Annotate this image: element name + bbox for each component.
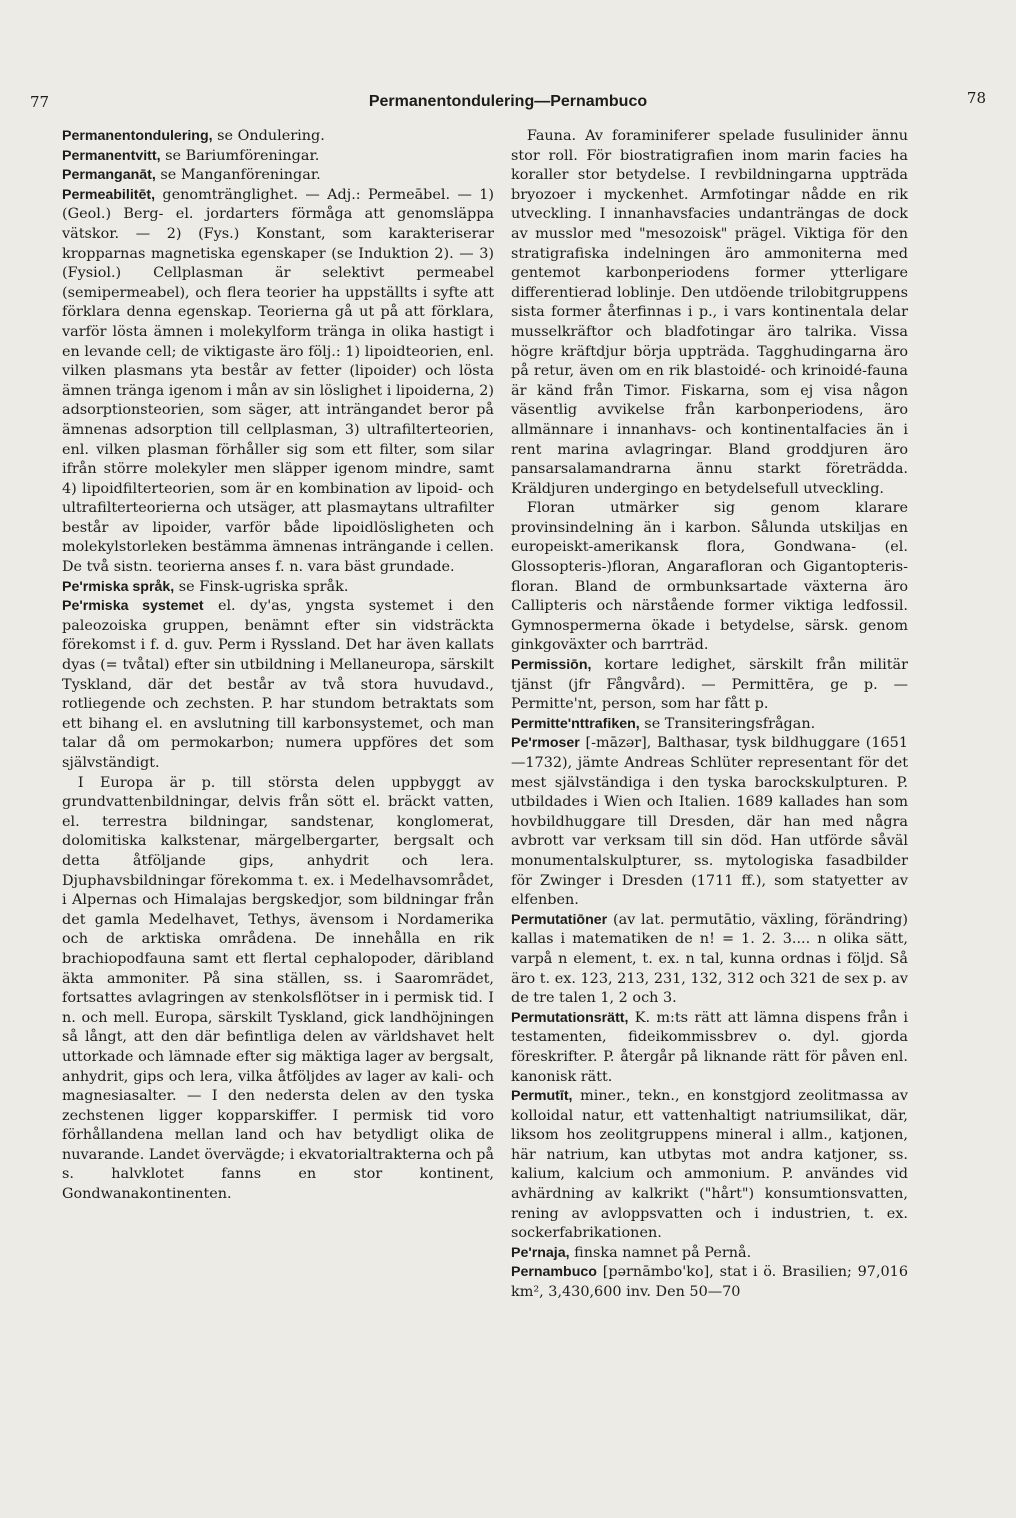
paragraph: I Europa är p. till största delen uppbyggt av grundvattenbildningar, delvis från sött el. bräckt vatten, el. terrestra bildningar, sandstenar, konglomerat, dolomitiska kalkstenar, märgelbergarter, bergsalt och detta åtföljande gips, anhydrit och lera. Djuphavsbildningar förekomma t. ex. i Medelhavsområdet, i Alpernas och Himalajas bergskedjor, som bildningar från det gamla Medelhavet, Tethys, ävensom i Nordamerika och de arktiska områdena. De innehålla en rik brachiopodfauna samt ett flertal cephalopoder, däribland äkta ammoniter. På sina ställen, ss. i Saaromrädet, fortsattes avlagringen av stenkolsflötser in i permisk tid. I n. och mell. Europa, särskilt Tyskland, gick landhöjningen så långt, att den där befintliga delen av världshavet helt uttorkade och lämnade efter sig mäktiga lager av bergsalt, anhydrit, gips och lera, vilka åtföljdes av lager av kali- och magnesiasalter. — I den nedersta delen av den tyska zechstenen ligger kopparskiffer. I permisk tid voro förhållandena mellan land och hav betydligt olika de nuvarande. Landet övervägde; i ekvatorialtrakterna och på s. halvklotet fanns en stor kontinent, Gondwanakontinenten. [62,774,494,1203]
entry [62,127,494,147]
headword: Permutationsrätt, [511,1009,629,1026]
entry-text: [pərnāmbo'ko], stat i ö. Brasilien; 97,016 km², 3,430,600 inv. Den 50—70 [511,1264,908,1301]
headword: Pe'rmoser [511,735,580,752]
left-column [62,127,494,1205]
entry-text: genomtränglighet. — Adj.: Permeābel. — 1) (Geol.) Berg- el. jordarters förmåga att genomsläppa vätskor. — 2) (Fys.) Konstant, som karakteriserar kropparnas magnetiska egenskaper (se Induktion 2). — 3) (Fysiol.) Cellplasman är selektivt permeabel (semipermeabel), och flera teorier ha uppställts i syfte att förklara denna egenskap. Teorierna gå ut på att förklara, varför lösta ämnen i molekylform tränga in olika hastigt i en levande cell; de viktigaste äro följ.: 1) lipoidteorien, enl. vilken plasmans yta består av fetter (lipoider) och lösta ämnen tränga igenom i mån av sin löslighet i lipoiderna, 2) adsorptionsteorien, som säger, att inträngandet beror på ämnenas adsorption till cellplasman, 3) ultrafilterteorien, enl. vilken plasman förhåller sig som ett filter, som silar ifrån större molekyler men släpper igenom mindre, samt 4) lipoidfilterteorien, som är en kombination av lipoid- och ultrafilterteorierna och utsäger, att plasmaytans ultrafilter består av lipoider, varför både lipoidlösligheten och molekylstorleken bestämma ämnenas inträngande i cellen. De två sistn. teorierna anses f. n. vara bäst grundade. [62,186,495,576]
entry-text: finska namnet på Pernå. [569,1244,752,1261]
entry [511,1263,908,1302]
paragraph: Floran utmärker sig genom klarare provinsindelning än i karbon. Sålunda utskiljas en europeiskt-amerikansk flora, Gondwana- (el. Glossopteris-)floran, Angarafloran och Gigantopteris-floran. Bland de ormbunksartade växterna äro Callipteris och närstående former viktiga ledfossil. Gymnospermerna ökade i betydelse, särsk. genom ginkgoväxter och barrträd. [511,500,908,654]
headword: Permutatiōner [511,911,608,928]
entry-text: se Manganföreningar. [155,167,321,184]
entry [62,186,494,578]
headword: Permeabilitēt, [62,186,156,203]
entry [511,734,908,910]
entry-text: se Bariumföreningar. [160,147,320,164]
headword: Pe'rmiska systemet [62,598,204,615]
running-head: Permanentondulering—Pernambuco [368,93,648,110]
entry-text: se Transiteringsfrågan. [639,715,816,732]
headword: Pernambuco [511,1264,597,1281]
headword: Permanentondulering, [62,128,213,144]
entry [511,1087,908,1244]
page-header [24,89,992,117]
entry [511,911,908,1009]
page-number-left: 77 [30,93,50,111]
entry-text: kortare ledighet, särskilt från militär tjänst (jfr Fångvård). — Permittēra, ge p. — Permitte'nt, person, som har fått p. [511,657,908,713]
entry-text: [-māzər], Balthasar, tysk bildhuggare (1651—1732), jämte Andreas Schlüter representant för det mest självständiga i den tyska barockskulpturen. P. utbildades i Wien och Italien. 1689 kallades han som hovbildhuggare till Dresden, där han med några avbrott var verksam till sin död. Han utförde såväl monumentalskulpturer, ss. mytologiska fasadbilder för Zwinger i Dresden (1711 ff.), som statyetter av elfenben. [511,735,908,909]
entry [62,147,494,167]
headword: Permanentvitt, [62,147,161,164]
headword: Permutīt, [511,1088,573,1105]
entry-text: (av lat. permutātio, växling, förändring) kallas i matematiken de n! = 1. 2. 3.... n olika sätt, varpå n element, t. ex. n tal, kunna ordnas i följd. Så äro t. ex. 123, 213, 231, 132, 312 och 321 de sex p. av de tre talen 1, 2 och 3. [511,911,908,1007]
entry-text: miner., tekn., en konstgjord zeolitmassa av kolloidal natur, ett vattenhaltigt natriumsilikat, där, liksom hos zeolitgruppens mineral i allm., katjonen, här natrium, kan utbytas mot andra katjoner, ss. kalium, kalcium och ammonium. P. användes vid avhärdning av kalkrikt ("hårt") konsumtionsvatten, rening av avloppsvatten och i industrien, t. ex. sockerfabrikationen. [511,1088,908,1242]
entry [511,715,908,735]
headword: Permissiōn, [511,657,592,674]
entry [511,1244,908,1264]
entry [62,166,494,186]
paragraph: Fauna. Av foraminiferer spelade fusulinider ännu stor roll. För biostratigrafien inom marin facies ha koraller stor betydelse. I revbildningarna uppträda bryozoer i myckenhet. Armfotingar nådde en rik utveckling. I innanhavsfacies undanträngas de dock av musslor med "mesozoisk" prägel. Viktiga för den stratigrafiska indelningen äro ammoniterna med gentemot karbonperiodens former ytterligare differentierad loblinje. Den utdöende trilobitgruppens sista former återfinnas i p., i vars kontinentala delar musselkräftor och bladfotingar äro talrika. Vissa högre kräftdjur börja uppträda. Tagghudingarna äro på retur, även om en rik blastoidé- och krinoidé-fauna är känd från Timor. Fiskarna, som ej visa någon väsentlig avvikelse från karbonperiodens, äro allmännare i innanhavs- och kontinentalfacies än i rent marina avlagringar. Bland groddjuren äro pansarsalamandrarna ännu starkt företrädda. Kräldjuren undergingo en betydelsefull utveckling. [511,128,908,497]
entry [511,1009,908,1087]
headword: Permitte'nttrafiken, [511,715,640,732]
headword: Pe'rnaja, [511,1244,570,1261]
entry [62,578,494,598]
headword: Permanganāt, [62,167,156,184]
headword: Pe'rmiska språk, [62,578,175,595]
right-column [511,127,908,1303]
entry-text: K. m:ts rätt att lämna dispens från i testamenten, fideikommissbrev o. dyl. gjorda föreskrifter. P. återgår på liknande rätt för påven enl. kanonisk rätt. [511,1009,908,1085]
page-number-right: 78 [966,89,986,107]
entry-text: se Ondulering. [212,128,325,144]
entry-text: el. dy'as, yngsta systemet i den paleozoiska gruppen, benämnt efter sin vidsträckta förekomst i f. d. guv. Perm i Ryssland. Det har även kallats dyas (= tvåtal) efter sin utbildning i Mellaneuropa, särskilt Tyskland, där det består av två stora huvudavd., rotliegende och zechsten. P. har stundom betraktats som ett bihang el. en avslutning till karbonsystemet, och man talar då om permokarbon; numera uppföres det som självständigt. [62,598,495,771]
entry-text: se Finsk-ugriska språk. [174,578,349,595]
entry [511,656,908,715]
entry [62,597,494,773]
